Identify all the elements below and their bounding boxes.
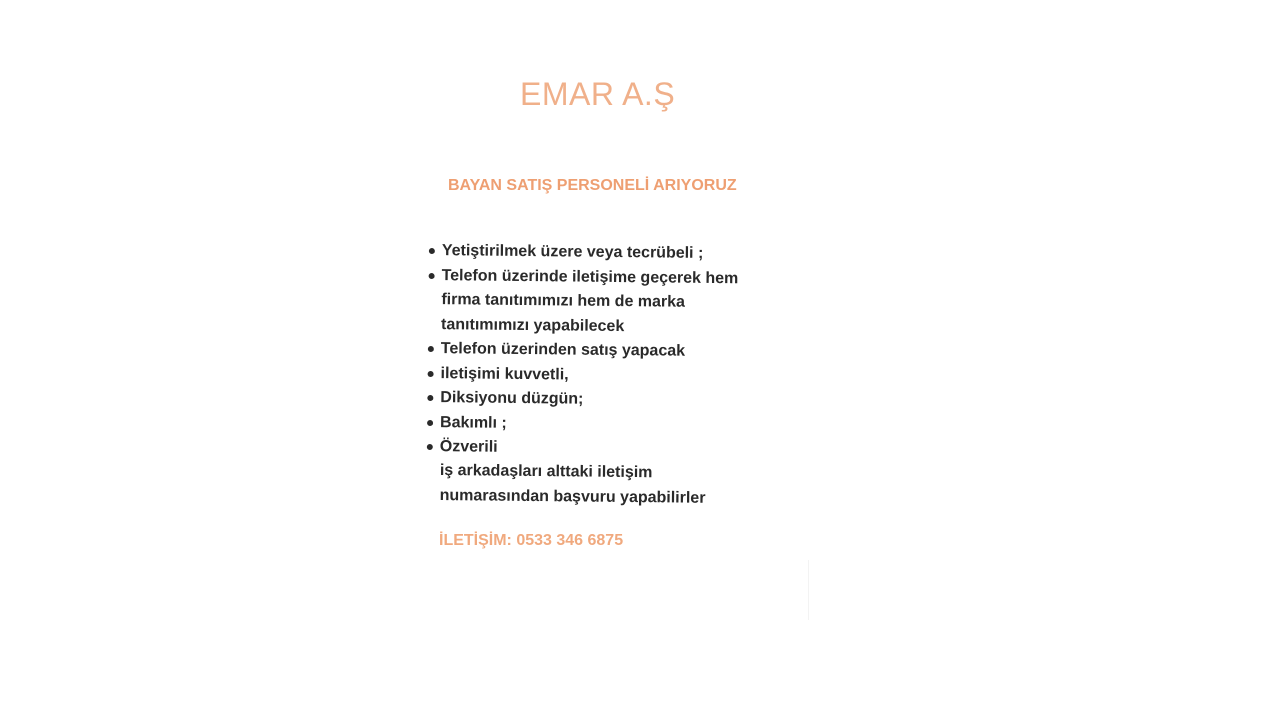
list-item: Özverili <box>426 435 737 463</box>
list-item: Telefon üzerinde iletişime geçerek hem firma tanıtımımızı hem de marka tanıtımımızı yapabilecek <box>427 263 738 340</box>
scan-edge-line <box>808 560 809 620</box>
closing-line: iş arkadaşları alttaki iletişim <box>439 461 653 482</box>
list-item: Yetiştirilmek üzere veya tecrübeli ; <box>428 239 739 267</box>
list-item: Diksiyonu düzgün; <box>426 386 737 414</box>
closing-text <box>439 459 705 511</box>
closing-line: numarasından başvuru yapabilirler <box>439 486 706 507</box>
job-headline: BAYAN SATIŞ PERSONELİ ARIYORUZ <box>448 177 737 194</box>
list-item: iletişimi kuvvetli, <box>426 361 737 389</box>
list-item: Bakımlı ; <box>426 410 737 438</box>
list-item: Telefon üzerinden satış yapacak <box>427 337 738 365</box>
contact-phone: İLETİŞİM: 0533 346 6875 <box>439 532 624 549</box>
company-title: EMAR A.Ş <box>520 76 676 112</box>
requirements-list <box>426 239 739 463</box>
